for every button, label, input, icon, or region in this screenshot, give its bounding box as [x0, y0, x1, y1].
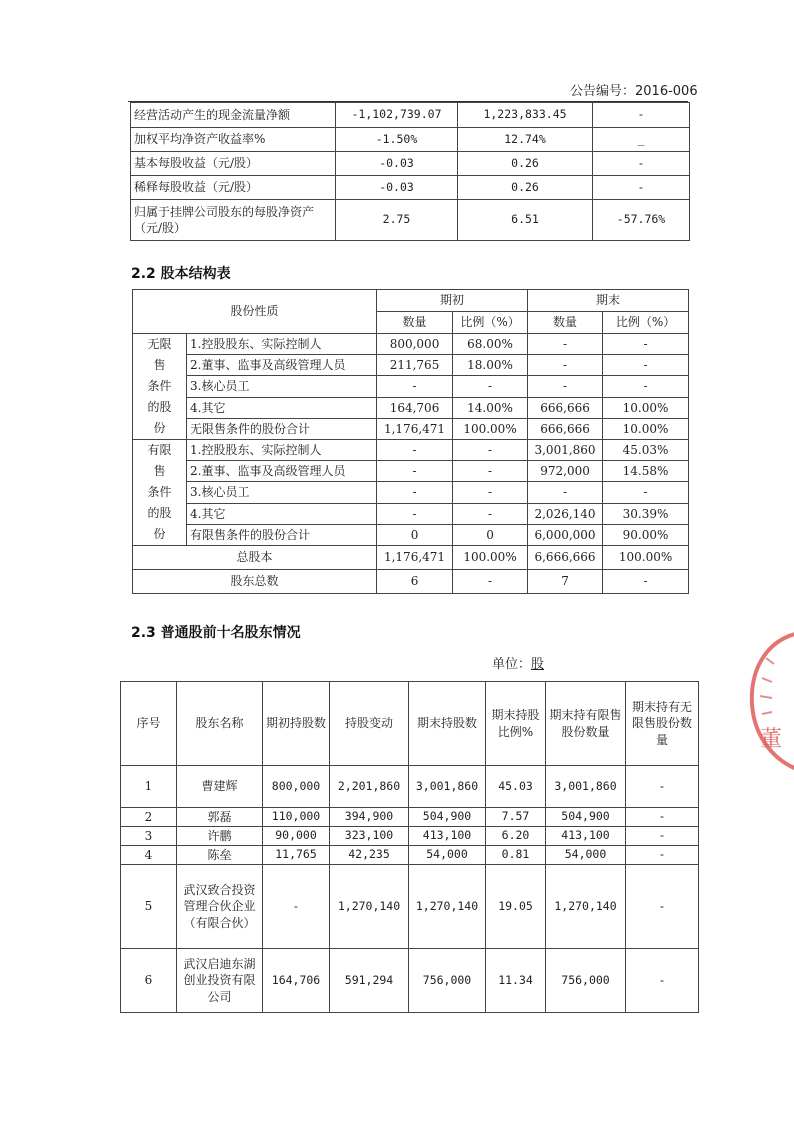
end-qty: 6,000,000 — [528, 524, 603, 545]
indicator-change: _ — [593, 128, 690, 152]
row-label: 2.董事、监事及高级管理人员 — [187, 355, 377, 376]
indicator-label: 归属于挂牌公司股东的每股净资产（元/股） — [131, 200, 336, 241]
group-restricted-shares — [133, 440, 187, 546]
end-ratio: 10.00% — [603, 397, 689, 418]
restricted-shares: 504,900 — [546, 808, 626, 827]
table-row — [131, 128, 690, 152]
seal-icon — [746, 628, 794, 776]
indicator-change: - — [593, 152, 690, 176]
end-qty: - — [528, 376, 603, 397]
table-row — [131, 200, 690, 241]
header-share-nature: 股份性质 — [133, 290, 377, 334]
begin-holding: 110,000 — [263, 808, 330, 827]
shareholder-name: 郭磊 — [177, 808, 263, 827]
section-title-top-shareholders: 2.3 普通股前十名股东情况 — [131, 625, 301, 641]
begin-qty: - — [377, 482, 453, 503]
group-char: 有限 — [147, 443, 172, 457]
begin-ratio: - — [453, 461, 528, 482]
begin-holding: 90,000 — [263, 827, 330, 846]
holding-change: 2,201,860 — [330, 766, 409, 808]
end-qty: 972,000 — [528, 461, 603, 482]
begin-ratio: 100.00% — [453, 546, 528, 570]
unrestricted-shares: - — [626, 865, 699, 949]
begin-qty: 800,000 — [377, 334, 453, 355]
restricted-shares: 413,100 — [546, 827, 626, 846]
row-label: 无限售条件的股份合计 — [187, 418, 377, 439]
row-no: 3 — [121, 827, 177, 846]
begin-qty: 211,765 — [377, 355, 453, 376]
group-char: 条件 — [147, 485, 172, 499]
begin-qty: 1,176,471 — [377, 418, 453, 439]
end-ratio: 100.00% — [603, 546, 689, 570]
header-period-end: 期末 — [528, 290, 689, 312]
begin-ratio: - — [453, 376, 528, 397]
end-qty: 2,026,140 — [528, 503, 603, 524]
indicator-previous: 0.26 — [458, 176, 593, 200]
indicator-change: -57.76% — [593, 200, 690, 241]
row-label: 4.其它 — [187, 503, 377, 524]
end-qty: - — [528, 334, 603, 355]
end-holding: 3,001,860 — [409, 766, 486, 808]
begin-holding: 164,706 — [263, 949, 330, 1013]
end-holding: 1,270,140 — [409, 865, 486, 949]
table-row — [131, 152, 690, 176]
end-ratio: - — [603, 570, 689, 594]
document-number: 公告编号：2016-006 — [570, 84, 698, 99]
holding-change: 1,270,140 — [330, 865, 409, 949]
group-char: 的股 — [147, 400, 172, 414]
header-end-ratio: 比例（%） — [603, 312, 689, 334]
end-ratio: 45.03 — [486, 766, 546, 808]
table-row — [133, 334, 689, 355]
unrestricted-shares: - — [626, 808, 699, 827]
indicator-current: -1,102,739.07 — [336, 103, 458, 128]
header-no: 序号 — [121, 682, 177, 766]
end-holding: 413,100 — [409, 827, 486, 846]
total-shares-label: 总股本 — [133, 546, 377, 570]
unit-label — [492, 653, 544, 672]
begin-holding: 11,765 — [263, 846, 330, 865]
indicator-label: 经营活动产生的现金流量净额 — [131, 103, 336, 128]
indicator-previous: 6.51 — [458, 200, 593, 241]
holding-change: 591,294 — [330, 949, 409, 1013]
end-ratio: - — [603, 334, 689, 355]
group-unrestricted-shares — [133, 334, 187, 440]
end-qty: 6,666,666 — [528, 546, 603, 570]
top-shareholders-table — [120, 681, 699, 1013]
indicator-change: - — [593, 176, 690, 200]
row-label: 1.控股股东、实际控制人 — [187, 334, 377, 355]
end-ratio: - — [603, 482, 689, 503]
indicator-previous: 0.26 — [458, 152, 593, 176]
seal-character: 董 — [760, 727, 783, 752]
end-holding: 756,000 — [409, 949, 486, 1013]
table-row — [133, 461, 689, 482]
unrestricted-shares: - — [626, 846, 699, 865]
table-row — [131, 103, 690, 128]
begin-ratio: 18.00% — [453, 355, 528, 376]
row-no: 1 — [121, 766, 177, 808]
table-row — [133, 440, 689, 461]
begin-qty: 164,706 — [377, 397, 453, 418]
table-row — [133, 397, 689, 418]
header-end-qty: 数量 — [528, 312, 603, 334]
end-qty: - — [528, 482, 603, 503]
header-name: 股东名称 — [177, 682, 263, 766]
shareholder-name: 陈垒 — [177, 846, 263, 865]
share-structure-table — [132, 289, 689, 594]
header-restricted: 期末持有限售股份数量 — [546, 682, 626, 766]
indicator-current: -0.03 — [336, 176, 458, 200]
unrestricted-shares: - — [626, 766, 699, 808]
table-row — [131, 176, 690, 200]
row-no: 2 — [121, 808, 177, 827]
table-row — [121, 766, 699, 808]
row-label: 3.核心员工 — [187, 482, 377, 503]
header-begin: 期初持股数 — [263, 682, 330, 766]
table-row — [133, 376, 689, 397]
indicator-change: - — [593, 103, 690, 128]
table-row — [121, 949, 699, 1013]
indicator-previous: 12.74% — [458, 128, 593, 152]
begin-qty: - — [377, 376, 453, 397]
header-end: 期末持股数 — [409, 682, 486, 766]
restricted-shares: 1,270,140 — [546, 865, 626, 949]
section-title-share-structure: 2.2 股本结构表 — [131, 266, 231, 282]
table-row — [121, 865, 699, 949]
end-ratio: 0.81 — [486, 846, 546, 865]
end-holding: 54,000 — [409, 846, 486, 865]
row-label: 1.控股股东、实际控制人 — [187, 440, 377, 461]
indicator-label: 稀释每股收益（元/股） — [131, 176, 336, 200]
begin-ratio: 14.00% — [453, 397, 528, 418]
begin-ratio: 0 — [453, 524, 528, 545]
group-char: 条件 — [147, 379, 172, 393]
begin-qty: - — [377, 440, 453, 461]
end-qty: - — [528, 355, 603, 376]
header-begin-ratio: 比例（%） — [453, 312, 528, 334]
table-row — [133, 418, 689, 439]
row-label: 3.核心员工 — [187, 376, 377, 397]
end-ratio: 10.00% — [603, 418, 689, 439]
end-ratio: 19.05 — [486, 865, 546, 949]
begin-ratio: - — [453, 570, 528, 594]
row-label: 4.其它 — [187, 397, 377, 418]
indicator-current: 2.75 — [336, 200, 458, 241]
indicator-label: 基本每股收益（元/股） — [131, 152, 336, 176]
table-row — [121, 846, 699, 865]
end-qty: 666,666 — [528, 397, 603, 418]
indicator-current: -0.03 — [336, 152, 458, 176]
financial-indicators-table — [130, 102, 690, 241]
begin-qty: - — [377, 461, 453, 482]
group-char: 份 — [153, 421, 166, 435]
shareholder-name: 武汉致合投资管理合伙企业（有限合伙） — [177, 865, 263, 949]
group-char: 售 — [153, 358, 166, 372]
begin-ratio: - — [453, 440, 528, 461]
shareholder-name: 曹建辉 — [177, 766, 263, 808]
holding-change: 394,900 — [330, 808, 409, 827]
begin-ratio: - — [453, 503, 528, 524]
begin-qty: - — [377, 503, 453, 524]
shareholder-count-label: 股东总数 — [133, 570, 377, 594]
end-ratio: 45.03% — [603, 440, 689, 461]
table-row — [133, 524, 689, 545]
end-holding: 504,900 — [409, 808, 486, 827]
header-period-begin: 期初 — [377, 290, 528, 312]
row-label: 2.董事、监事及高级管理人员 — [187, 461, 377, 482]
restricted-shares: 3,001,860 — [546, 766, 626, 808]
table-row — [133, 546, 689, 570]
end-ratio: 11.34 — [486, 949, 546, 1013]
end-ratio: - — [603, 376, 689, 397]
restricted-shares: 756,000 — [546, 949, 626, 1013]
begin-qty: 6 — [377, 570, 453, 594]
indicator-current: -1.50% — [336, 128, 458, 152]
begin-holding: - — [263, 865, 330, 949]
indicator-previous: 1,223,833.45 — [458, 103, 593, 128]
group-char: 售 — [153, 464, 166, 478]
end-qty: 666,666 — [528, 418, 603, 439]
begin-ratio: 100.00% — [453, 418, 528, 439]
unrestricted-shares: - — [626, 949, 699, 1013]
end-ratio: 6.20 — [486, 827, 546, 846]
group-char: 份 — [153, 527, 166, 541]
table-row — [133, 355, 689, 376]
unit-value: 股 — [531, 657, 545, 672]
begin-qty: 1,176,471 — [377, 546, 453, 570]
begin-ratio: - — [453, 482, 528, 503]
end-ratio: - — [603, 355, 689, 376]
shareholder-name: 许鹏 — [177, 827, 263, 846]
row-no: 5 — [121, 865, 177, 949]
end-qty: 7 — [528, 570, 603, 594]
header-begin-qty: 数量 — [377, 312, 453, 334]
group-char: 无限 — [147, 337, 172, 351]
row-label: 有限售条件的股份合计 — [187, 524, 377, 545]
company-seal-stamp — [746, 628, 794, 776]
begin-holding: 800,000 — [263, 766, 330, 808]
begin-ratio: 68.00% — [453, 334, 528, 355]
shareholder-name: 武汉启迪东湖创业投资有限公司 — [177, 949, 263, 1013]
end-ratio: 30.39% — [603, 503, 689, 524]
restricted-shares: 54,000 — [546, 846, 626, 865]
end-ratio: 7.57 — [486, 808, 546, 827]
holding-change: 42,235 — [330, 846, 409, 865]
end-ratio: 90.00% — [603, 524, 689, 545]
header-change: 持股变动 — [330, 682, 409, 766]
end-ratio: 14.58% — [603, 461, 689, 482]
group-char: 的股 — [147, 506, 172, 520]
row-no: 4 — [121, 846, 177, 865]
row-no: 6 — [121, 949, 177, 1013]
holding-change: 323,100 — [330, 827, 409, 846]
header-unrestricted: 期末持有无限售股份数量 — [626, 682, 699, 766]
end-qty: 3,001,860 — [528, 440, 603, 461]
table-row — [133, 570, 689, 594]
unit-prefix: 单位： — [492, 657, 532, 672]
indicator-label: 加权平均净资产收益率% — [131, 128, 336, 152]
header-ratio: 期末持股比例% — [486, 682, 546, 766]
table-row — [133, 482, 689, 503]
table-row — [121, 808, 699, 827]
table-row — [133, 503, 689, 524]
table-row — [121, 827, 699, 846]
begin-qty: 0 — [377, 524, 453, 545]
unrestricted-shares: - — [626, 827, 699, 846]
